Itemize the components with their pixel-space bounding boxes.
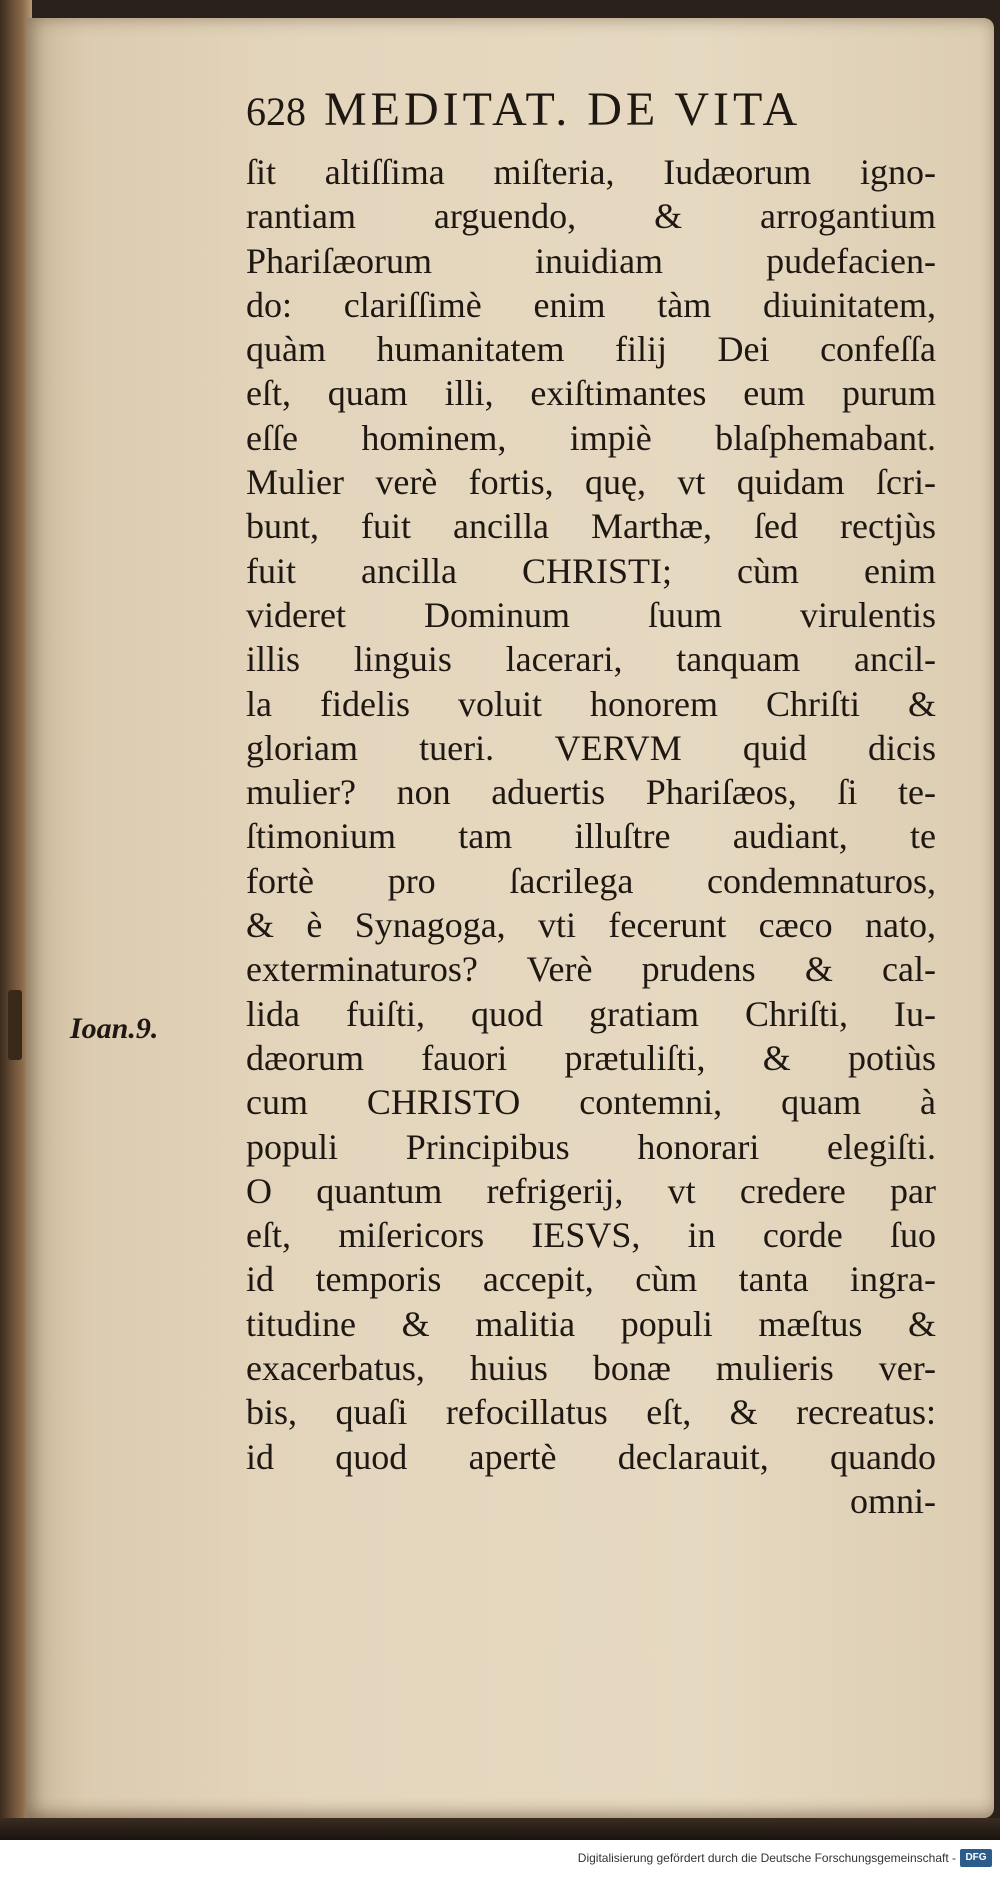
text-line: bis, quaſi refocillatus eſt, & recreatus: (246, 1392, 936, 1433)
footer-bar (0, 1840, 1000, 1877)
text-line: ſtimonium tam illuſtre audiant, te (246, 816, 936, 857)
text-line: mulier? non aduertis Phariſæos, ſi te- (246, 772, 936, 813)
text-line: Mulier verè fortis, quę, vt quidam ſcri- (246, 462, 936, 503)
text-line: eſſe hominem, impiè blaſphemabant. (246, 417, 936, 458)
text-line: eſt, quam illi, exiſtimantes eum purum (246, 373, 936, 414)
text-line: & è Synagoga, vti fecerunt cæco nato, (246, 905, 936, 946)
text-line: id quod apertè declarauit, quando (246, 1436, 936, 1477)
dfg-logo-icon: DFG (960, 1849, 992, 1867)
body-text (246, 150, 936, 1523)
text-line: lida fuiſti, quod gratiam Chriſti, Iu- (246, 993, 936, 1034)
catchword: omni- (850, 1480, 936, 1521)
text-line: Phariſæorum inuidiam pudefacien- (246, 240, 936, 281)
text-line: videret Dominum ſuum virulentis (246, 594, 936, 635)
text-line: eſt, miſericors IESVS, in corde ſuo (246, 1215, 936, 1256)
running-title: MEDITAT. DE VITA (324, 83, 802, 136)
text-line: bunt, fuit ancilla Marthæ, ſed rectjùs (246, 506, 936, 547)
text-line: fuit ancilla CHRISTI; cùm enim (246, 550, 936, 591)
text-line: quàm humanitatem filij Dei confeſſa (246, 329, 936, 370)
text-line: exterminaturos? Verè prudens & cal- (246, 949, 936, 990)
text-line: O quantum refrigerij, vt credere par (246, 1170, 936, 1211)
page-bottom-edge (0, 1818, 1000, 1840)
text-line: fortè pro ſacrilega condemnaturos, (246, 860, 936, 901)
text-line: titudine & malitia populi mæſtus & (246, 1303, 936, 1344)
text-line: ſit altiſſima miſteria, Iudæorum igno- (246, 152, 936, 192)
text-line: dæorum fauori prætuliſti, & potiùs (246, 1037, 936, 1078)
text-line: la fidelis voluit honorem Chriſti & (246, 683, 936, 724)
page-number: 628 (246, 89, 306, 134)
text-line: exacerbatus, huius bonæ mulieris ver- (246, 1348, 936, 1389)
margin-reference: Ioan.9. (70, 1012, 159, 1045)
text-line: rantiam arguendo, & arrogantium (246, 196, 936, 237)
text-line: id temporis accepit, cùm tanta ingra- (246, 1259, 936, 1300)
text-line: illis linguis lacerari, tanquam ancil- (246, 639, 936, 680)
funding-credit: Digitalisierung gefördert durch die Deutsche Forschungsgemeinschaft - (577, 1851, 956, 1865)
text-line: populi Principibus honorari elegiſti. (246, 1126, 936, 1167)
text-line: cum CHRISTO contemni, quam à (246, 1082, 936, 1123)
text-line: do: clariſſimè enim tàm diuinitatem, (246, 284, 936, 325)
binding-tab (8, 990, 22, 1060)
running-header (246, 82, 906, 142)
text-line: gloriam tueri. VERVM quid dicis (246, 727, 936, 768)
